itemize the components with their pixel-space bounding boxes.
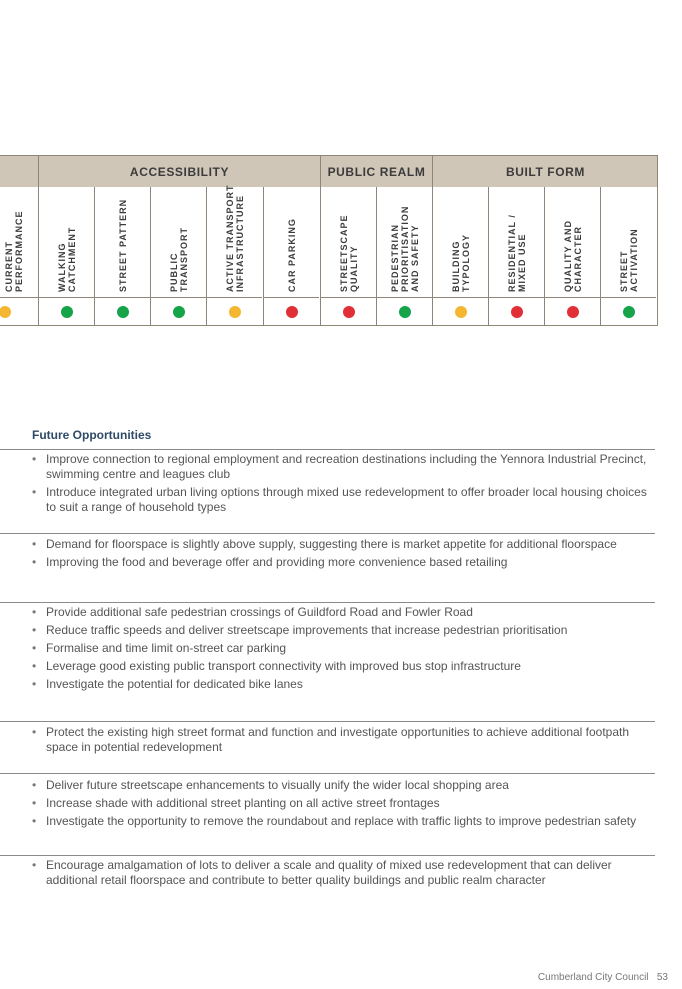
- rating-cell: [263, 298, 319, 326]
- column-label: CURRENT PERFORMANCE: [4, 210, 24, 292]
- rating-cell: [544, 298, 600, 326]
- rating-cell: [206, 298, 262, 326]
- opportunity-item: • Protect the existing high street format and function and investigate opportunities to achieve additional footpath space in potential redevelopment: [32, 725, 652, 755]
- rating-cell: [600, 298, 656, 326]
- column-label: QUALITY AND CHARACTER: [562, 219, 583, 292]
- opportunity-list: [32, 537, 652, 573]
- column-header: [206, 184, 262, 298]
- column-header: [0, 187, 38, 298]
- rating-dot-red: [343, 306, 355, 318]
- rating-dot-amber: [229, 306, 241, 318]
- opportunity-item: • Leverage good existing public transport connectivity with improved bus stop infrastructure: [32, 659, 652, 674]
- opportunity-item: • Demand for floorspace is slightly above supply, suggesting there is market appetite for additional floorspace: [32, 537, 652, 552]
- opportunity-list: [32, 605, 652, 695]
- column-label: BUILDING TYPOLOGY: [450, 233, 471, 292]
- rating-cell: [432, 298, 488, 326]
- column-label: STREETSCAPE QUALITY: [338, 214, 359, 292]
- rating-dot-green: [173, 306, 185, 318]
- group-public-realm: PUBLIC REALM: [320, 156, 432, 187]
- rating-cell: [94, 298, 150, 326]
- rating-dot-green: [117, 306, 129, 318]
- column-header: [376, 187, 432, 298]
- opportunity-item: • Deliver future streetscape enhancements to visually unify the wider local shopping area: [32, 778, 652, 793]
- rating-dot-red: [511, 306, 523, 318]
- group-header-row: [0, 156, 657, 187]
- opportunity-list: [32, 778, 652, 832]
- section-divider: [0, 533, 655, 534]
- column-header: [38, 187, 94, 298]
- opportunity-list: [32, 452, 652, 518]
- column-label: RESIDENTIAL / MIXED USE: [506, 214, 527, 292]
- opportunity-list: [32, 725, 652, 758]
- column-label: ACTIVE TRANSPORT INFRASTRUCTURE: [224, 184, 245, 292]
- group-built-form: BUILT FORM: [432, 156, 658, 187]
- column-header: [320, 187, 376, 298]
- column-header: [94, 187, 150, 298]
- opportunity-list: [32, 858, 652, 891]
- rating-dot-green: [399, 306, 411, 318]
- opportunity-item: • Increase shade with additional street planting on all active street frontages: [32, 796, 652, 811]
- rating-dot-amber: [0, 306, 11, 318]
- opportunity-item: • Introduce integrated urban living options through mixed use redevelopment to offer broader local housing choices to suit a range of household types: [32, 485, 652, 515]
- column-header: [263, 187, 319, 298]
- column-header: [488, 187, 544, 298]
- future-opportunities-title: Future Opportunities: [32, 428, 152, 442]
- rating-dot-red: [286, 306, 298, 318]
- opportunity-item: • Formalise and time limit on-street car parking: [32, 641, 652, 656]
- section-divider: [0, 773, 655, 774]
- rating-cell: [0, 298, 38, 326]
- rating-dot-green: [623, 306, 635, 318]
- opportunity-item: • Investigate the potential for dedicated bike lanes: [32, 677, 652, 692]
- column-header: [600, 187, 656, 298]
- column-label: PEDESTRIAN PRIORITISATION AND SAFETY: [389, 205, 420, 292]
- opportunity-item: • Reduce traffic speeds and deliver streetscape improvements that increase pedestrian prioritisation: [32, 623, 652, 638]
- column-label: WALKING CATCHMENT: [56, 226, 77, 292]
- column-header: [150, 187, 206, 298]
- opportunity-item: • Encourage amalgamation of lots to deliver a scale and quality of mixed use redevelopment that can deliver additional retail floorspace and contribute to better quality buildings and public realm character: [32, 858, 652, 888]
- rating-cell: [488, 298, 544, 326]
- opportunity-item: • Investigate the opportunity to remove the roundabout and replace with traffic lights to improve pedestrian safety: [32, 814, 652, 829]
- column-label: CAR PARKING: [286, 218, 297, 292]
- section-divider: [0, 449, 655, 450]
- publisher-name: Cumberland City Council: [537, 972, 649, 983]
- rating-cell: [150, 298, 206, 326]
- section-divider: [0, 602, 655, 603]
- column-header: [544, 187, 600, 298]
- rating-cell: [38, 298, 94, 326]
- rating-dot-amber: [455, 306, 467, 318]
- rating-cell: [320, 298, 376, 326]
- opportunity-item: • Improving the food and beverage offer and providing more convenience based retailing: [32, 555, 652, 570]
- opportunity-item: • Provide additional safe pedestrian crossings of Guildford Road and Fowler Road: [32, 605, 652, 620]
- page-footer: [538, 972, 668, 983]
- rating-cell: [376, 298, 432, 326]
- column-label: PUBLIC TRANSPORT: [168, 227, 189, 292]
- column-label: STREET ACTIVATION: [618, 228, 639, 292]
- section-divider: [0, 855, 655, 856]
- page-number: 53: [656, 972, 668, 983]
- column-header: [432, 187, 488, 298]
- performance-matrix: [0, 155, 658, 326]
- column-label: STREET PATTERN: [117, 198, 128, 292]
- section-divider: [0, 721, 655, 722]
- opportunity-item: • Improve connection to regional employment and recreation destinations including the Yennora Industrial Precinct, swimming centre and leagues club: [32, 452, 652, 482]
- rating-dot-green: [61, 306, 73, 318]
- group-accessibility: ACCESSIBILITY: [38, 156, 320, 187]
- rating-dot-red: [567, 306, 579, 318]
